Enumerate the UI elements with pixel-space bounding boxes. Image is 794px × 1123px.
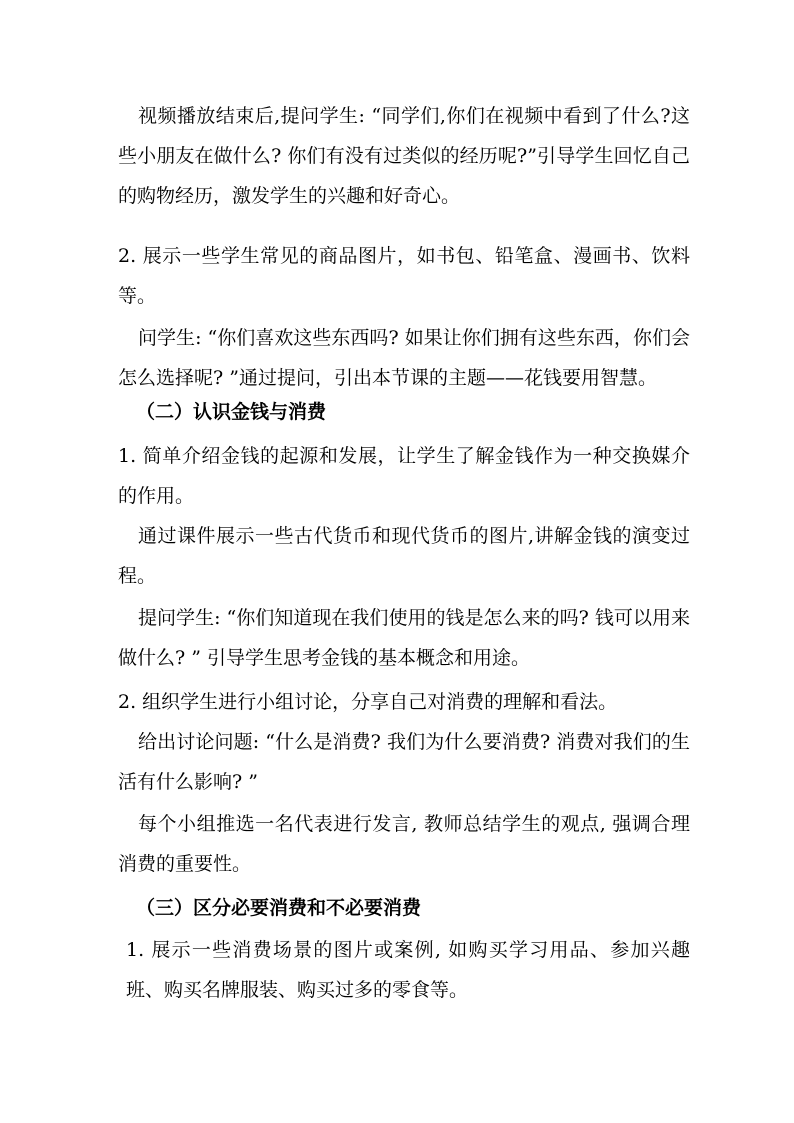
- paragraph-money-questions: 提问学生: “你们知道现在我们使用的钱是怎么来的吗? 钱可以用来做什么? ” 引导学生思考金钱的基本概念和用途。: [118, 607, 690, 669]
- paragraph-video-questions: 视频播放结束后,提问学生: “同学们,你们在视频中看到了什么?这些小朋友在做什么? 你们有没有过类似的经历呢?”引导学生回忆自己的购物经历，激发学生的兴趣和好奇心。: [118, 105, 690, 207]
- section-heading-necessary-consumption: （三）区分必要消费和不必要消费: [136, 897, 422, 919]
- paragraph-discussion-questions: 给出讨论问题: “什么是消费? 我们为什么要消费? 消费对我们的生活有什么影响? ”: [118, 731, 690, 793]
- paragraph-currency-evolution: 通过课件展示一些古代货币和现代货币的图片,讲解金钱的演变过程。: [118, 525, 690, 587]
- paragraph-consumption-scenes: 1. 展示一些消费场景的图片或案例, 如购买学习用品、参加兴趣班、购买名牌服装、购买过多的零食等。: [126, 939, 690, 1001]
- paragraph-money-origin: 1. 简单介绍金钱的起源和发展，让学生了解金钱作为一种交换媒介的作用。: [118, 445, 690, 507]
- section-heading-money-consumption: （二）认识金钱与消费: [136, 401, 327, 423]
- paragraph-group-representative: 每个小组推选一名代表进行发言, 教师总结学生的观点, 强调合理消费的重要性。: [118, 813, 690, 875]
- paragraph-group-discussion: 2. 组织学生进行小组讨论，分享自己对消费的理解和看法。: [118, 691, 618, 713]
- paragraph-show-products: 2. 展示一些学生常见的商品图片，如书包、铅笔盒、漫画书、饮料等。: [118, 245, 690, 307]
- paragraph-ask-students: 问学生: “你们喜欢这些东西吗? 如果让你们拥有这些东西，你们会怎么选择呢? ”通过提问，引出本节课的主题——花钱要用智慧。: [118, 327, 690, 389]
